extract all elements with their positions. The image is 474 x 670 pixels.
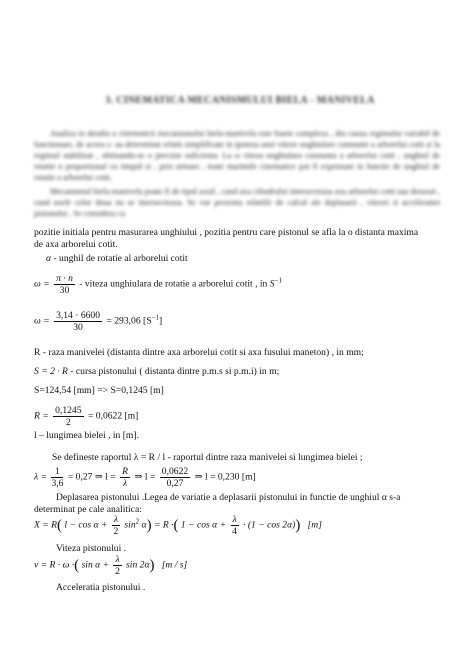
lambda-middle: = 0,27 ⇒ l =	[67, 471, 116, 483]
omega-lhs: ω =	[34, 278, 50, 290]
lambda-middle-2: ⇒ l =	[134, 471, 156, 483]
radius-formula	[34, 405, 138, 428]
displacement-formula: X = R( l − cos α + $\frac{\lambda}{2}$ $\sin^2 \alpha) = R$ ·( 1 − cos α + $\frac{\lambda}{4}$ · (1 − cos 2α)) [m]	[34, 514, 322, 537]
displacement-term-3: · (1 − cos 2α)	[243, 519, 296, 531]
length-fraction-numerator: R	[122, 466, 129, 477]
displacement-lhs: X = R	[34, 519, 57, 531]
lambda-fraction	[51, 466, 63, 489]
displacement-intro-2: determinat pe cale analitica:	[34, 504, 142, 515]
radius-result: = 0,0622 [m]	[87, 410, 139, 422]
position-line-2: de axa arborelui cotit.	[34, 239, 118, 250]
stroke-formula	[34, 366, 279, 378]
radius-denominator: 2	[65, 417, 71, 428]
section-title: 3. CINEMATICA MECANISMULUI BIELA - MANIVELA	[105, 95, 375, 106]
stroke-description: - cursa pistonului ( distanta dintre p.m.s si p.m.i) in m;	[67, 366, 280, 377]
length-fraction-denominator: λ	[123, 478, 128, 489]
length-value-fraction	[160, 466, 190, 489]
second-paragraph: Mecanismul biela-manivela poate fi de tipul axial , cand axa cilindrului intersecteaza axa arborelui cotit sau dezaxat , cand axele celor doua nu se intersecteaza. Se vor prezenta relatiile de calcul ale deplasarii , vitezei si acceleratiei pistonului . Se considera ca	[34, 187, 440, 218]
displacement-lambda-2: λ	[232, 514, 237, 525]
displacement-unit: [m]	[307, 519, 322, 531]
alpha-symbol: α	[46, 253, 52, 264]
lambda-formula	[34, 466, 256, 489]
displacement-term-2: 1 − cos α +	[180, 519, 227, 531]
omega-value-formula	[34, 310, 162, 333]
omega-value-fraction	[54, 310, 102, 333]
length-result: ⇒ l = 0,230 [m]	[194, 471, 256, 483]
radius-numerator: 0,1245	[55, 405, 82, 416]
omega-value-denominator: 30	[73, 322, 83, 333]
velocity-lambda: λ	[115, 554, 120, 565]
displacement-middle: = R ·	[153, 519, 174, 531]
displacement-lambda-1: λ	[113, 514, 119, 525]
lambda-denominator: 3,6	[51, 478, 64, 489]
stroke-value: S=124,54 [mm] => S=0,1245 [m]	[34, 385, 164, 396]
velocity-formula: v = R · ω ·( sin α + $\frac{\lambda}{2}$ sin 2α) [m / s]	[34, 554, 188, 577]
alpha-description: - unghil de rotatie al arborelui cotit	[51, 253, 188, 264]
displacement-sin: sin	[124, 519, 136, 531]
radius-fraction	[53, 405, 83, 428]
radius-lhs: R =	[34, 410, 49, 422]
position-line-1: pozitie initiala pentru masurarea unghiului , pozitia pentru care pistonul se afla la o distanta maxima	[34, 227, 419, 238]
omega-value-result: = 293,06	[106, 315, 141, 327]
intro-paragraph: Analiza in detaliu a cinematicii mecanismului biela-manivela este foarte complexa , din cauza regimului variabil de functionare, de aceea s- au determinat relatii simplificate in ipoteza unei viteze unghiulare constante a arborelui cotit si la regimul stabilizat , obtinandu-se o precizie suficienta. La ω viteza unghiulara constanta a arborelui cotit , unghiul de rotatie α proportional cu timpul si , prin urmare , toate marimile cinematice pot fi exprimate in functie de unghiul de rotatie a arborelui cotit.	[34, 129, 440, 182]
displacement-term-1: l − cos α +	[64, 519, 108, 531]
velocity-unit: [m / s]	[161, 559, 188, 571]
displacement-alpha: α	[141, 519, 147, 531]
velocity-term-1: sin α +	[81, 559, 110, 571]
velocity-term-2: sin 2α	[126, 559, 150, 571]
displacement-fraction-2	[231, 514, 239, 537]
velocity-lhs: v = R · ω ·	[34, 559, 75, 571]
omega-formula	[34, 273, 282, 296]
lambda-numerator: 1	[51, 466, 63, 478]
displacement-four: 4	[232, 526, 237, 537]
length-line: l – lungimea bielei , in [m].	[34, 430, 139, 441]
displacement-intro-1: Deplasarea pistonului .Legea de variatie a deplasarii pistonului in functie de unghiul α s-a	[56, 492, 401, 503]
omega-value-unit: [S	[143, 315, 152, 327]
omega-numerator: π · n	[56, 273, 73, 284]
omega-value-numerator: 3,14 · 6600	[56, 310, 101, 321]
radius-line: R - raza manivelei (distanta dintre axa arborelui cotit si axa fusului maneton) , in mm;	[34, 347, 364, 358]
lambda-lhs: λ =	[34, 471, 48, 483]
omega-value-unit-close: ]	[159, 315, 163, 327]
displacement-fraction-1	[112, 514, 120, 537]
omega-unit-exp: −1	[274, 276, 283, 285]
velocity-fraction	[113, 554, 121, 577]
velocity-label: Viteza pistonului .	[56, 543, 127, 554]
acceleration-label: Acceleratia pistonului .	[56, 582, 146, 593]
omega-value-unit-exp: −1	[151, 313, 160, 322]
stroke-equation: S = 2 · R	[34, 366, 68, 377]
alpha-definition	[46, 253, 188, 265]
length-value-numerator: 0,0622	[161, 466, 189, 477]
velocity-two: 2	[115, 566, 120, 577]
displacement-square: 2	[135, 517, 140, 526]
omega-description: - viteza unghiulara de rotatie a arborelui cotit , in	[79, 278, 268, 290]
displacement-two: 2	[113, 526, 119, 537]
length-value-denominator: 0,27	[166, 478, 184, 489]
lambda-definition: Se defineste raportul λ = R / l - raportul dintre raza manivelei si lungimea bielei ;	[52, 452, 363, 463]
omega-fraction	[54, 273, 75, 296]
length-fraction	[120, 466, 130, 489]
omega-denominator: 30	[59, 285, 70, 296]
omega-unit: S	[269, 278, 275, 290]
omega-value-lhs: ω =	[34, 315, 50, 327]
